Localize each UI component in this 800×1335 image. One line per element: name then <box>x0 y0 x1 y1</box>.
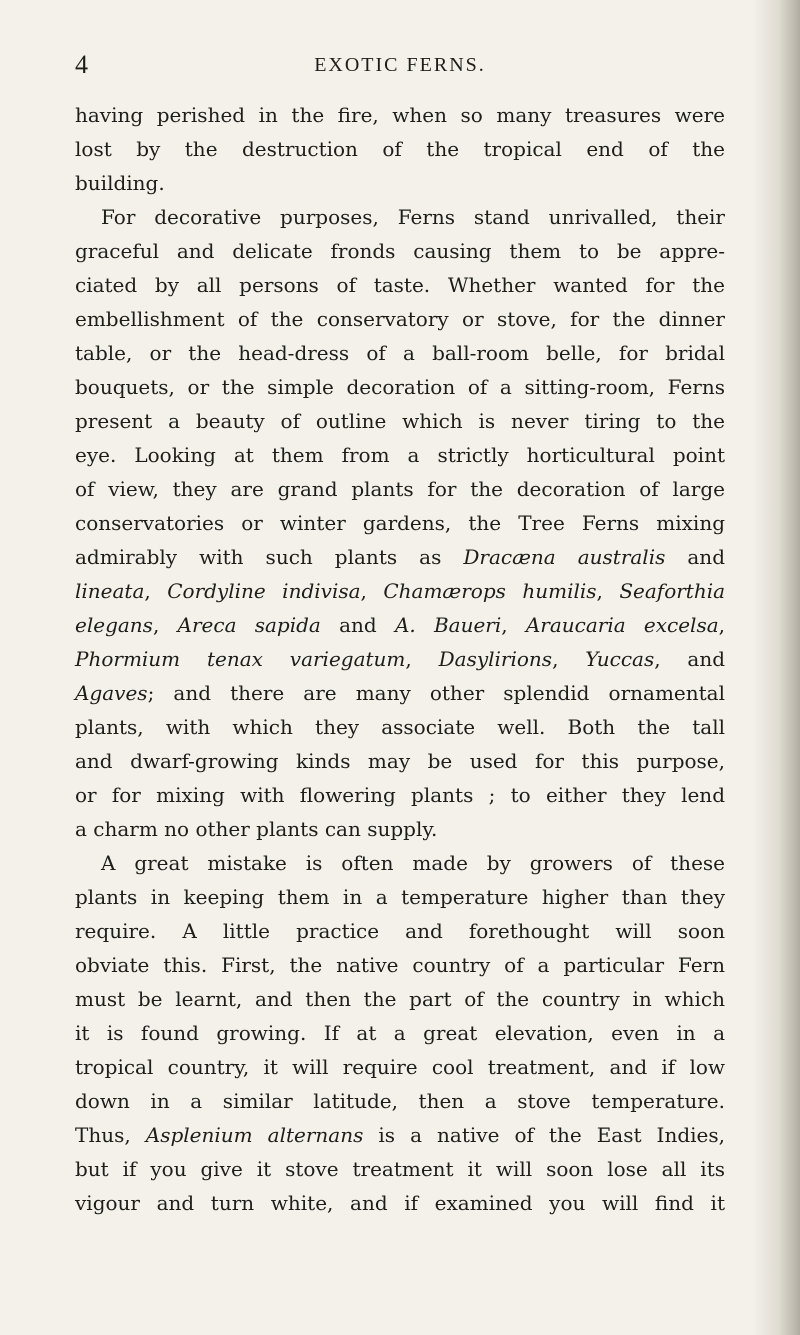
text-line: Phormium tenax variegatum, Dasylirions, Yuccas, and <box>75 647 726 671</box>
page-number: 4 <box>75 50 88 79</box>
page-header <box>75 50 725 82</box>
text-line: Agaves; and there are many other splendid ornamental <box>75 681 725 705</box>
text-line: present a beauty of outline which is never tiring to the <box>75 409 725 433</box>
text-line: building. <box>75 171 165 195</box>
text-line: Thus, Asplenium alternans is a native of the East Indies, <box>75 1123 725 1147</box>
page-edge-shadow <box>752 0 800 1335</box>
text-line: obviate this. First, the native country of a particular Fern <box>75 953 725 977</box>
text-line: vigour and turn white, and if examined you will find it <box>75 1191 725 1215</box>
text-line: tropical country, it will require cool treatment, and if low <box>75 1055 725 1079</box>
running-title: EXOTIC FERNS. <box>314 54 486 76</box>
text-line: elegans, Areca sapida and A. Baueri, Araucaria excelsa, <box>75 613 725 637</box>
text-line: a charm no other plants can supply. <box>75 817 438 841</box>
text-line: require. A little practice and forethought will soon <box>75 919 725 943</box>
text-line: eye. Looking at them from a strictly horticultural point <box>75 443 725 467</box>
text-line: A great mistake is often made by growers of these <box>101 851 725 875</box>
text-line: bouquets, or the simple decoration of a sitting-room, Ferns <box>75 375 725 399</box>
text-line: must be learnt, and then the part of the country in which <box>75 987 725 1011</box>
text-line: admirably with such plants as Dracæna australis and <box>75 545 725 569</box>
text-line: but if you give it stove treatment it will soon lose all its <box>75 1157 725 1181</box>
text-line: lineata, Cordyline indivisa, Chamærops humilis, Seaforthia <box>75 579 726 603</box>
text-line: embellishment of the conservatory or stove, for the dinner <box>75 307 725 331</box>
text-line: of view, they are grand plants for the decoration of large <box>75 477 725 501</box>
text-line: For decorative purposes, Ferns stand unrivalled, their <box>101 205 725 229</box>
text-line: conservatories or winter gardens, the Tree Ferns mixing <box>75 511 725 535</box>
body-text <box>75 98 725 1220</box>
text-line: graceful and delicate fronds causing them to be appre- <box>75 239 725 263</box>
text-line: or for mixing with flowering plants ; to either they lend <box>75 783 725 807</box>
text-line: having perished in the fire, when so many treasures were <box>75 103 725 127</box>
text-line: it is found growing. If at a great elevation, even in a <box>75 1021 725 1045</box>
text-line: plants, with which they associate well. Both the tall <box>75 715 725 739</box>
text-line: ciated by all persons of taste. Whether wanted for the <box>75 273 725 297</box>
text-line: lost by the destruction of the tropical end of the <box>75 137 725 161</box>
text-line: plants in keeping them in a temperature higher than they <box>75 885 725 909</box>
text-line: table, or the head-dress of a ball-room belle, for bridal <box>75 341 725 365</box>
text-line: and dwarf-growing kinds may be used for this purpose, <box>75 749 725 773</box>
text-line: down in a similar latitude, then a stove temperature. <box>75 1089 725 1113</box>
